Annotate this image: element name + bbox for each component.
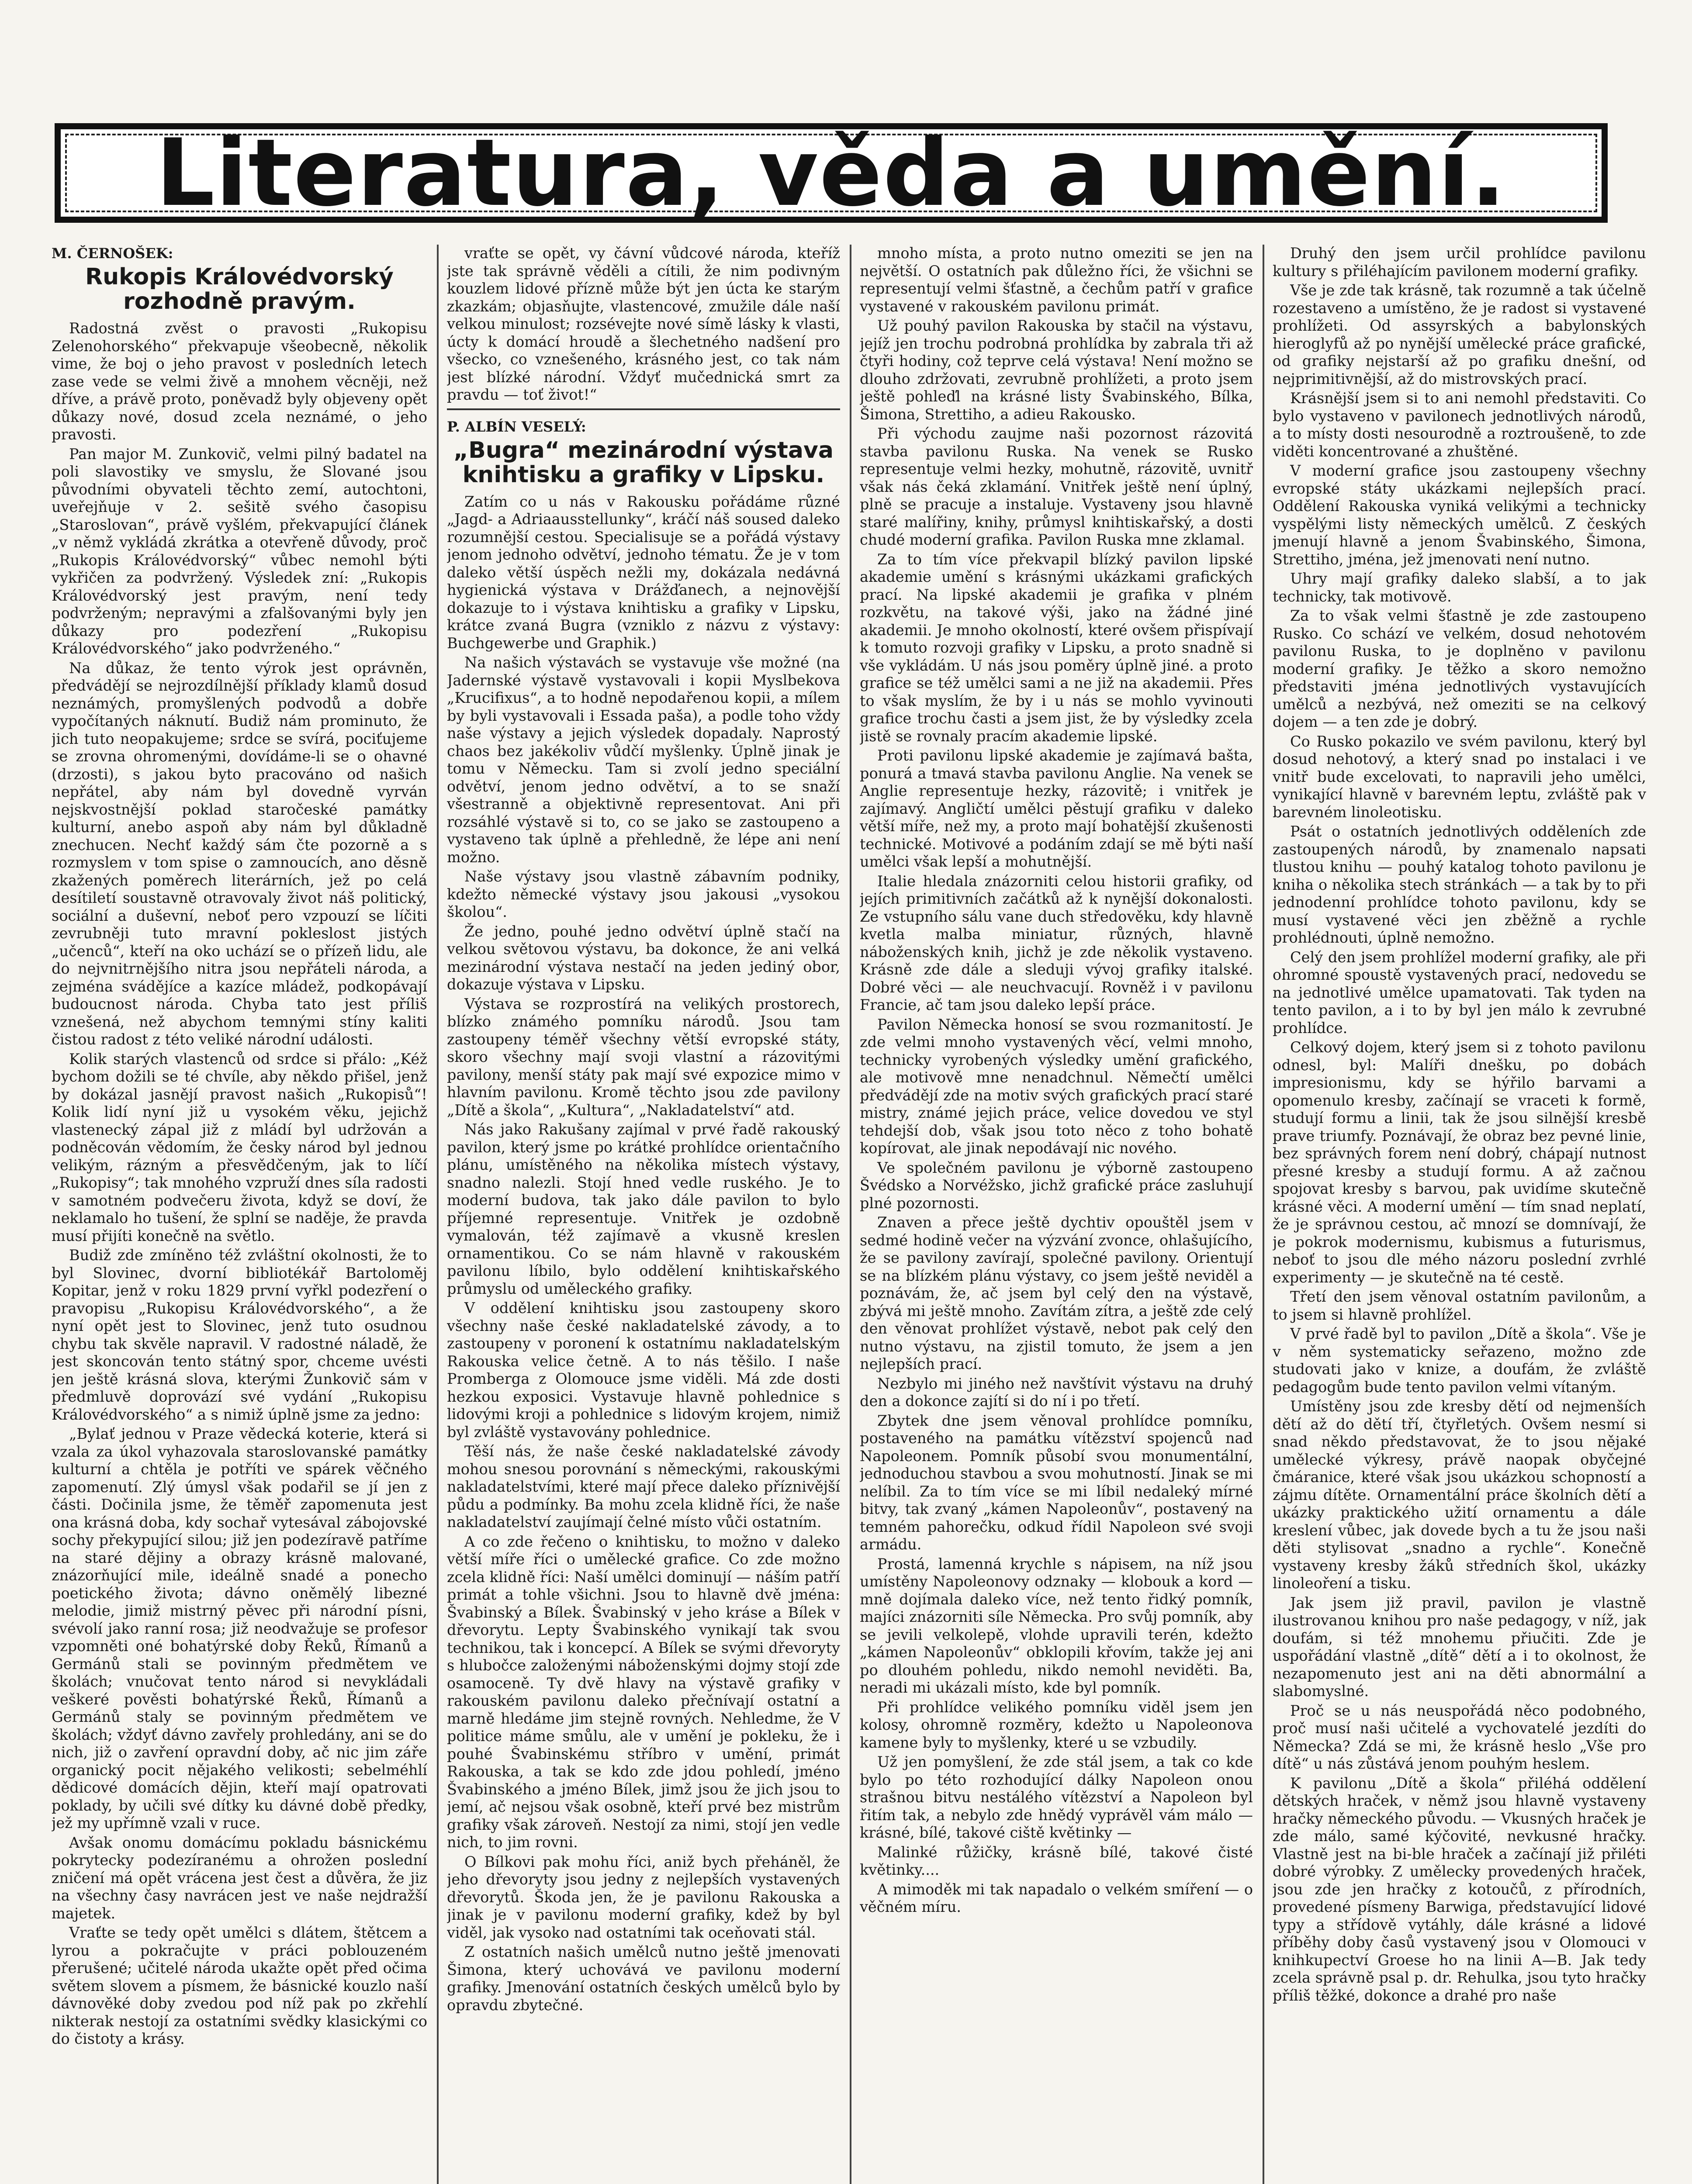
article-paragraph: Pavilon Německa honosí se svou rozmanitostí. Je zde velmi mnoho vystavených věcí, velmi mnoho, technicky vyrobených výsledky umění grafického, ale motivově mne nenadchnul. Němečtí umělci předvádějí zde na motiv svých grafických prací staré mistry, známé jejich práce, velice dovedou ve styl tehdejší dob, však jsou toto něco z toho bohatě kopírovat, ale jinak nepodávají nic nového. [860, 1016, 1253, 1157]
article-paragraph: Zbytek dne jsem věnoval prohlídce pomníku, postaveného na památku vítězství spojenců nad Napoleonem. Pomník působí svou monumentální, jednoduchou stavbou a svou mohutností. Jinak se mi nelíbil. Za to tím více se mi líbil nedaleký mírné bitvy, tak zvaný „kámen Napoleonův“, postavený na temném pahorečku, odkud řídil Napoleon své svoji armádu. [860, 1412, 1253, 1553]
article-paragraph: Už pouhý pavilon Rakouska by stačil na výstavu, jejíž jen trochu podrobná prohlídka by zabrala tři až čtyři hodiny, což teprve celá výstava! Není možno se dlouho zdržovati, zevrubně prohlížeti, a proto jsem ještě pohleďl na krásné listy Švabinského, Bílka, Šimona, Strettiho, a adieu Rakousko. [860, 317, 1253, 423]
article-paragraph: Při východu zaujme naši pozornost rázovitá stavba pavilonu Ruska. Na venek se Rusko representuje velmi hezky, mohutně, rázovitě, uvnitř však nás čeká zklamání. Vnitřek ještě není úplný, plně se pracuje a instaluje. Vystaveny jsou hlavně staré malířiny, knihy, průmysl knihtiskařský, a dosti chudé moderní grafika. Pavilon Ruska mne zklamal. [860, 425, 1253, 548]
article-paragraph: Celkový dojem, který jsem si z tohoto pavilonu odnesl, byl: Malíři dnešku, po dobách impresionismu, kdy se hýřilo barvami a opomenulo kresby, začínají se vraceti k formě, studují formu a linii, tak že jsou silnější kresbě prave triumfy. Poznávají, že obraz bez pevné linie, bez správných forem není dobrý, chápají nutnost přesné kresby a studují formu. A až začnou spojovat kresby s barvou, pak uvidíme skutečně krásné věci. A moderní umění — tím snad neplatí, že je správnou cestou, ač mnozí se domnívají, že je pokrok modernismu, kubismus a futurismus, neboť to jsou dle mého názoru poslední zvrhlé experimenty — je skutečně na té cestě. [1273, 1039, 1646, 1286]
article-paragraph: Nezbylo mi jiného než navštívit výstavu na druhý den a dokonce zajítí si do ní i po třetí. [860, 1375, 1253, 1410]
article-byline: M. ČERNOŠEK: [52, 245, 173, 262]
article-paragraph: Malinké růžičky, krásně bílé, takové čisté květinky.... [860, 1843, 1253, 1878]
article-paragraph: Vraťte se tedy opět umělci s dlátem, štětcem a lyrou a pokračujte v práci poblouzeném přerušené; učitelé národa ukažte opět před očima světem slovem a písmem, že básnické kouzlo naší dávnověké doby zvedou pod níž pak po zkřehlí nikterak nestojí za ostatními svědky klasickými co do čistoty a krásy. [52, 1924, 427, 2047]
article-paragraph: A mimoděk mi tak napadalo o velkém smíření — o věčném míru. [860, 1880, 1253, 1915]
column-1 [52, 245, 427, 2184]
article-paragraph: Naše výstavy jsou vlastně zábavním podniky, kdežto německé výstavy jsou jakousi „vysokou školou“. [447, 868, 840, 920]
article-paragraph: Jak jsem již pravil, pavilon je vlastně ilustrovanou knihou pro naše pedagogy, v níž, jak doufám, si též mnohemu přiučiti. Zde je uspořádání vlastně „dítě“ dětí a i to okolnost, že nezapomenuto jest ani na děti abnormální a slabomyslné. [1273, 1594, 1646, 1700]
article-paragraph: Proč se u nás neuspořádá něco podobného, proč musí naši učitelé a vychovatelé jezdíti do Německa? Zdá se mi, že krásně heslo „Vše pro dítě“ u nás zůstává jenom pouhým heslem. [1273, 1702, 1646, 1772]
article-paragraph: Za to tím více překvapil blízký pavilon lipské akademie umění s krásnými ukázkami grafických prací. Na lipské akademii je grafika v plném rozkvětu, na takové výši, jako na žádné jiné akademii. Je mnoho okolností, které ovšem přispívají k tomuto rozvoji grafiky v Lipsku, a proto snadně si vše vykládám. U nás jsou poměry úplně jiné. a proto grafice se též umělci sami a ne již na akademii. Přes to však myslím, že by i u nás se mohlo vyvinouti grafice trochu časti a jsem jist, že by výsledky zcela jistě se rovnaly pracím akademie lipské. [860, 550, 1253, 745]
article-paragraph: A co zde řečeno o knihtisku, to možno v daleko větší míře říci o umělecké grafice. Co zde možno zcela klidně říci: Naší umělci dominují — náším patří primát a tohle všichni. Jsou to hlavně dvě jména: Švabinský a Bílek. Švabinský v jeho kráse a Bílek v dřevorytu. Lepty Švabinského vynikají tak svou technikou, tak i koncepcí. A Bílek se svými dřevoryty s hlubočce založenými náboženskými dojmy stojí zde osamoceně. Ty dvě hlavy na výstavě grafiky v rakouském pavilonu daleko přečnívají ostatní a marně hledáme jim stejně rovných. Nehledme, že V politice máme smůlu, ale v umění je pokleku, že i pouhé Švabinskému stříbro v umění, primát Rakouska, a tak se kdo zde jdou pohledí, jméno Švabinského a jméno Bílek, jimž jsou že jich jsou to jemí, ač nejsou však osobně, kteří prvé bez mistrům grafiky však zároveň. Nestojí za nimi, stojí jen vedle nich, to jim rovni. [447, 1533, 840, 1851]
column-3 [860, 245, 1253, 2184]
article-body-continued [1273, 245, 1646, 2004]
article-paragraph: Z ostatních našich umělců nutno ještě jmenovati Šimona, který uchovává ve pavilonu moderní grafiky. Jmenování ostatních českých umělců bylo by opravdu zbytečné. [447, 1943, 840, 2014]
article-byline: P. ALBÍN VESELÝ: [447, 418, 586, 435]
article-paragraph: K pavilonu „Dítě a škola“ přiléhá oddělení dětských hraček, v němž jsou hlavně vystaveny hračky německého původu. — Vkusných hraček je zde málo, samé kýčovité, nevkusné hračky. Vlastně jest na bi-ble hraček a začínají již přiléti dobré výrobky. Z umělecky provedených hraček, jsou zde jen hračky z kotoučů, z přírodních, provedené písmeny Barwiga, představující lidové typy a střídově vytáhly, dále krásné a lidové příběhy doby časů vystavený jsou v Olomouci v knihkupectví Groese ho na linii A—B. Jak tedy zcela správně psal p. dr. Rehulka, jsou tyto hračky příliš těžké, dokonce a drahé pro naše [1273, 1774, 1646, 2004]
article-paragraph: Uhry mají grafiky daleko slabší, a to jak technicky, tak motivově. [1273, 570, 1646, 605]
article-paragraph: Co Rusko pokazilo ve svém pavilonu, který byl dosud nehotový, a který snad po instalaci i ve vnitř bude excelovati, to napravili jeho umělci, vynikající hlavně v barevném leptu, zvláště pak v barevném linoleotisku. [1273, 733, 1646, 821]
section-banner [55, 119, 1608, 227]
article-paragraph: „Bylať jednou v Praze vědecká koterie, která si vzala za úkol vyhazovala staroslovanské památky kulturní a chtěla je potříti ve spárek věčného zapomenutí. Zlý úmysl však podařil se jí jen z části. Dočinila jsme, že těměř zapomenuta jest ona krásná doba, kdy sochař vytesával zábojovské sochy překypující silou; již jen podezíravě patříme na staré dějiny a obrazy krásně malované, znázorňující mile, ideálně snadé a ponecho poetického života; dávno oněmělý libezné melodie, jimiž mistrný pěvec při národní písni, svévolí jako ranní rosa; již neodvažuje se profesor vzpomněti oné bohatýrské doby Řeků, Římanů a Germánů stali se povinným předmětem ve školách; vnučovat tento národ si nevykládali veškeré pověsti bohatýrské Řeků, Římanů a Germánů staly se povinným předmětem ve školách; vždyť dávno zavřely prohledány, ani se do nich, již o zavření opravdní doby, ač nic jim záře organický pocit nějakého velikosti; sebelméhlí dědicové domácích dějin, kteří mají opatrovati poklady, by učili své dítky ku dávné době předky, jež my upřímně vzali v ruce. [52, 1425, 427, 1832]
article-paragraph: Už jen pomyšlení, že zde stál jsem, a tak co kde bylo po této rozhodující dálky Napoleon onou strašnou bitvu nestálého vítězství a Napoleon byl řitím tak, a nebylo zde hnědý vyprávěl vám málo — krásné, bílé, takové ciště květinky — [860, 1753, 1253, 1841]
article-paragraph: Prostá, lamenná krychle s nápisem, na níž jsou umístěny Napoleonovy odznaky — klobouk a kord — mně dojímala daleko více, než tento řidký pomník, majíci znázorniti síle Německa. Pro svůj pomník, aby se jevili velkolepě, vlohde upravili terén, kdežto „kámen Napoleonův“ obklopili křovím, takže jej ani po dlouhém pohledu, nikdo nemohl neviděti. Ba, neradi mi ukázali místo, kde byl pomník. [860, 1555, 1253, 1696]
article-paragraph: mnoho místa, a proto nutno omeziti se jen na největší. O ostatních pak důležno říci, že všichni se representují velmi šťastně, a čechům patří v grafice vystavené v rakouském pavilonu primát. [860, 245, 1253, 315]
article-paragraph: Na důkaz, že tento výrok jest oprávněn, předvádějí se nejrozdílnější příklady klamů dosud neznámých, promyšlených podvodů a dobře vypočítaných náknutí. Budiž nám prominuto, že jich tuto neopakujeme; srdce se svírá, pociťujeme se zrovna ohromenými, dovídáme-li se o ohavné (drzosti), s jakou byto pracováno od našich nepřátel, aby nám byl dovedně vyrván nejskvostnější poklad staročeské památky kulturní, anebo aspoň aby nám byl důkladně znechucen. Nechť každý sám čte pozorně a s rozmyslem v tom spise o zamnoucích, ano děsně zkažených poměrech literárních, jež po celá desítiletí soustavně otravovaly život náš politický, sociální a duševní, neboť pero vzpouzí se líčiti zevrubněji tuto mravní pokleslost jistých „učenců“, kteří na oko uchází se o přízeň lidu, ale do nejvnitrnějšího nitra jsou nepřáteli národa, a zejména svádějíce a kazíce mládež, podkopávají budoucnost národa. Chyba tato jest příliš vznešená, než abychom temnými stíny kaliti čistou radost z této veliké národní události. [52, 659, 427, 1048]
article-paragraph: Italie hledala znázorniti celou historii grafiky, od jejích primitivních začátků až k nynější dokonalosti. Ze vstupního sálu vane duch středověku, kdy hlavně kvetla malba miniatur, různých, hlavně náboženských knih, jichž je zde několik vystaveno. Krásně zde dále a sleduji vývoj grafiky italské. Dobré věci — ale neuchvacují. Rovněž i v pavilonu Francie, ač tam jsou daleko lepší práce. [860, 872, 1253, 1013]
article-paragraph: V moderní grafice jsou zastoupeny všechny evropské státy ukázkami nejlepších prací. Oddělení Rakouska vyniká velikými a technicky vyspělými listy německých umělců. Z českých jmenují hlavně a jenom Švabinského, Šimona, Strettiho, jména, jež jmenovati není nutno. [1273, 462, 1646, 568]
article-title: Rukopis Královédvorský rozhodně pravým. [85, 264, 394, 314]
article-paragraph: Radostná zvěst o pravosti „Rukopisu Zelenohorského“ překvapuje všeobecně, několik vime, že boj o jeho pravost v posledních letech zase vede se velmi živě a mnohem věcněji, než dříve, a právě proto, poněvadž byly objeveny opět důkazy nové, dosud zcela neznámé, o jeho pravosti. [52, 320, 427, 443]
article-body-continued [860, 245, 1253, 1916]
article-paragraph: Avšak onomu domácímu pokladu básnickému pokrytecky podezíranému a ohrožen poslední zničení má opět vrácena jest čest a důvěra, že jiz na všechny časy navrácen jest ve naše nejdražší majetek. [52, 1834, 427, 1922]
article-paragraph: Při prohlídce velikého pomníku viděl jsem jen kolosy, ohromně rozměry, kdežto u Napoleonova kamene byly to myšlenky, které u se vzbudily. [860, 1698, 1253, 1751]
column-4 [1273, 245, 1646, 2184]
article-paragraph: V prvé řadě byl to pavilon „Dítě a škola“. Vše je v něm systematicky seřazeno, možno zde studovati jako v knize, a doufám, že zvláště pedagogům bude tento pavilon velmi vítaným. [1273, 1325, 1646, 1396]
article-paragraph: Že jedno, pouhé jedno odvětví úplně stačí na velkou světovou výstavu, ba dokonce, že ani velká mezinárodní výstava nestačí na jeden jediný obor, dokazuje výstava v Lipsku. [447, 923, 840, 993]
article-body [52, 320, 427, 2048]
article-paragraph: Druhý den jsem určil prohlídce pavilonu kultury s přiléhajícím pavilonem moderní grafiky. [1273, 245, 1646, 280]
column-2 [447, 245, 840, 2184]
article-paragraph: Vše je zde tak krásně, tak rozumně a tak účelně rozestaveno a umístěno, že je radost si vystavené prohlížeti. Od assyrských a babylonských hieroglyfů až po nynější umělecké práce grafické, od grafiky nejstarší až po grafiku dnešní, od nejprimitivnější, až do mistrovských prací. [1273, 282, 1646, 387]
article-paragraph: Znaven a přece ještě dychtiv opouštěl jsem v sedmé hodině večer na výzvání zvonce, ohlašujícího, že se pavilony zavírají, společné pavilony. Orientují se na blízkém plánu výstavy, co jsem ještě neviděl a poznávám, že, ač jsem byl celý den na výstavě, zbývá mi ještě mnoho. Zavítám zítra, a ještě zde celý den věnovat prohlížet výstavě, nebot pak celý den nutno výstavu, na zjistil tomuto, že jsem a jen nejlepších prací. [860, 1214, 1253, 1372]
article-paragraph: V oddělení knihtisku jsou zastoupeny skoro všechny naše české nakladatelské závody, a to zastoupeny v poronení k ostatnímu nakladatelským Rakouska velice četně. A to nás těšilo. I naše Promberga z Olomouce jsme viděli. Má zde dosti hezkou exposici. Vystavuje hlavně pohlednice s lidovými kroji a pohlednice s lidovým krojem, nimiž byl zvláště vystavovány pohlednice. [447, 1299, 840, 1441]
article-separator [447, 408, 840, 410]
article-paragraph: Krásnější jsem si to ani nemohl představiti. Co bylo vystaveno v pavilonech jednotlivých národů, a to místy dosti nesourodně a roztroušeně, to zde viděti koncentrované a zhuštěné. [1273, 390, 1646, 460]
article-paragraph: Třetí den jsem věnoval ostatním pavilonům, a to jsem si hlavně prohlížel. [1273, 1288, 1646, 1323]
article-paragraph: Psát o ostatních jednotlivých odděleních zde zastoupených národů, by znamenalo napsati tlustou knihu — pouhý katalog tohoto pavilonu je kniha o několika stech stránkách — a tak by to při jednodenní prohlídce tohoto pavilonu, kdy se musí vystavené věci jen zběžně a rychle prohlédnouti, úplně nemožno. [1273, 823, 1646, 946]
article-paragraph: Těší nás, že naše české nakladatelské závody mohou snesou porovnání s německými, rakouskými nakladatelstvími, které mají přece daleko příznivější půdu a podmínky. Ba mohu zcela klidně říci, že naše nakladatelství zaujímají čelné místo vůči ostatním. [447, 1443, 840, 1531]
article-paragraph: Proti pavilonu lipské akademie je zajímavá bašta, ponurá a tmavá stavba pavilonu Anglie. Na venek se Anglie representuje hezky, rázovitě; i vnitřek je zajímavý. Angličtí umělci pěstují grafiku v daleko větší míře, než my, a proto mají bohatější zkušenosti technické. Motivové a podáním zdají se mě býti naší umělci však lepší a mohutnější. [860, 747, 1253, 870]
article-body [447, 493, 840, 2015]
article-paragraph: Ve společném pavilonu je výborně zastoupeno Švédsko a Norvéžsko, jichž grafické práce zasluhují plné pozornosti. [860, 1159, 1253, 1212]
section-title: Literatura, věda a umění. [156, 119, 1507, 227]
article-paragraph: vraťte se opět, vy čávní vůdcové národa, kteříž jste tak správně věděli a cítili, že nim podivným kouzlem lidové přízně může být jen úcta ke starým zkazkám; objasňujte, vlastencové, zmužile dále naší velkou minulost; rozsévejte nové símě lásky k vlasti, úcty k domácí hroudě a šlechetného nadšení pro všecko, co vznešeného, krásného jest, co tak nám jest blízké národní. Vždyť mučednická smrt za pravdu — toť život!“ [447, 245, 840, 403]
article-body-continued [447, 245, 840, 404]
article-columns [52, 245, 1646, 2184]
article-paragraph: Zatím co u nás v Rakousku pořádáme různé „Jagd- a Adriaausstellunky“, kráčí náš soused daleko rozumnější cestou. Specialisuje se a pořádá výstavy jenom jednoho odvětví, jednoho tématu. Že je v tom daleko větší úspěch nežli my, dokázala nedávná hygienická výstava v Drážďanech, a nejnovější dokazuje to i výstava knihtisku a grafiky v Lipsku, krátce zvaná Bugra (vzniklo z názvu z výstavy: Buchgewerbe und Graphik.) [447, 493, 840, 652]
article-paragraph: Výstava se rozprostírá na velikých prostorech, blízko známého pomníku národů. Jsou tam zastoupeny téměř všechny větší evropské státy, skoro všechny mají svoji vlastní a rázovitými pavilony, menší státy pak mají své expozice mimo v hlavním pavilonu. Kromě těchto jsou zde pavilony „Dítě a škola“, „Kultura“, „Nakladatelství“ atd. [447, 995, 840, 1119]
article-paragraph: Budiž zde zmíněno též zvláštní okolnosti, že to byl Slovinec, dvorní bibliotékář Bartoloměj Kopitar, jenž v roku 1829 první vyřkl podezření o pravopisu „Rukopisu Královédvorského“, a že nyní opět jest to Slovinec, jenž tuto osudnou chybu tak skvěle napravil. V radostné náladě, že jest skoncován tento státný spor, chceme uvésti jen ještě krásná slova, kterými Žunkovič sám v předmluvě doprovází své vydání „Rukopisu Královédvorského“ a s nimiž úplně jsme za jedno: [52, 1247, 427, 1423]
article-paragraph: Nás jako Rakušany zajímal v prvé řadě rakouský pavilon, který jsme po krátké prohlídce orientačního plánu, umístěného na několika místech výstavy, snadno nalezli. Stojí hned vedle ruského. Je to moderní budova, tak jako dále pavilon to bylo příjemné representuje. Vnitřek je ozdobně vymalován, též zajímavě a vkusně kreslen ornamentikou. Co se nám hlavně v rakouském pavilonu líbilo, bylo oddělení knihtiskařského průmyslu od uměleckého grafiky. [447, 1121, 840, 1297]
article-title: „Bugra“ mezinárodní výstava knihtisku a grafiky v Lipsku. [453, 437, 834, 488]
article-paragraph: Pan major M. Zunkovič, velmi pilný badatel na poli slavostiky ve smyslu, že Slované jsou původními obyvateli těchto zemí, autochtoni, uveřejňuje v 2. sešitě svého časopisu „Staroslovan“, právě vyšlém, překvapující článek „v němž vykládá zkrátka a otevřeně důvody, proč „Rukopis Královédvorský“ vůbec nemohl býti vykřičen za podvržený. Výsledek zní: „Rukopis Královédvorský jest pravým, není tedy podvrženým; nepravými a zfalšovanými byly jen důkazy pro podezření „Rukopisu Královédvorského“ jako podvrženého.“ [52, 445, 427, 657]
article-paragraph: Umístěny jsou zde kresby dětí od nejmenších dětí až do dětí tří, čtyřletých. Ovšem nesmí si snad někdo představovat, že to jsou nějaké umělecké výkresy, právě naopak obyčejné čmáranice, které však jsou ukázkou schopností a zájmu dítěte. Ornamentální práce školních dětí a ukázky praktického užití ornamentu a dále kreslení vůbec, jak dovede bych a tu že jsou naši děti stylisovat „snadno a rychle“. Konečně vystaveny kresby žáků středních škol, ukázky linoleoření a tisku. [1273, 1398, 1646, 1592]
article-paragraph: Celý den jsem prohlížel moderní grafiky, ale při ohromné spoustě vystavených prací, nedovedu se na jednotlivé umělce upamatovati. Tak tyden na tento pavilon, a i to by byl jen málo k zevrubné prohlídce. [1273, 948, 1646, 1037]
article-paragraph: Na našich výstavách se vystavuje vše možné (na Jadernské výstavě vystavovali i kopii Myslbekova „Krucifixus“, a to hodně nepodařenou kopii, a mílem by byli vystavovali i Essada paša), a podle toho vždy naše výstavy a jejich výsledek dopadaly. Naprostý chaos bez jakékoliv vůdčí myšlenky. Úplně jinak je tomu v Německu. Tam si zvolí jedno speciální odvětví, jenom jedno odvětví, a to se snaží všestranně a objektivně representovat. Ani při rozsáhlé výstavě si to, co se jako se zastoupeno a vystaveno tak úplně a přehledně, že lépe ani není možno. [447, 654, 840, 866]
article-paragraph: Kolik starých vlastenců od srdce si přálo: „Kéž bychom dožili se té chvíle, aby někdo přišel, jenž by dokázal jasnějí pravost našich „Rukopisů“! Kolik lidí nyní již u vysokém věku, jejichž vlastenecký zápal již z mládí byl udržován a podněcován vědomím, že česky národ byl jednou velikým, rázným a přesvědčeným, jak to líčí „Rukopisy“; tak mnohého vzpruží dnes síla radosti v samotném podvečeru života, když se doví, že neklamalo ho tušení, že splní se naděje, že pravda musí přijíti konečně na světlo. [52, 1050, 427, 1244]
article-paragraph: O Bílkovi pak mohu říci, aniž bych přeháněl, že jeho dřevoryty jsou jedny z nejlepších vystavených dřevorytů. Škoda jen, že je pavilonu Rakouska a jinak je v pavilonu moderní grafiky, kdež by byl viděl, jak vysoko nad ostatními tak oceňovati stál. [447, 1853, 840, 1941]
article-paragraph: Za to však velmi šťastně je zde zastoupeno Rusko. Co schází ve velkém, dosud nehotovém pavilonu Ruska, to je doplněno v pavilonu moderní grafiky. Je těžko a skoro nemožno představiti jména jednotlivých vystavujících umělců a nezbývá, než omeziti se na celkový dojem — a ten zde je dobrý. [1273, 607, 1646, 730]
